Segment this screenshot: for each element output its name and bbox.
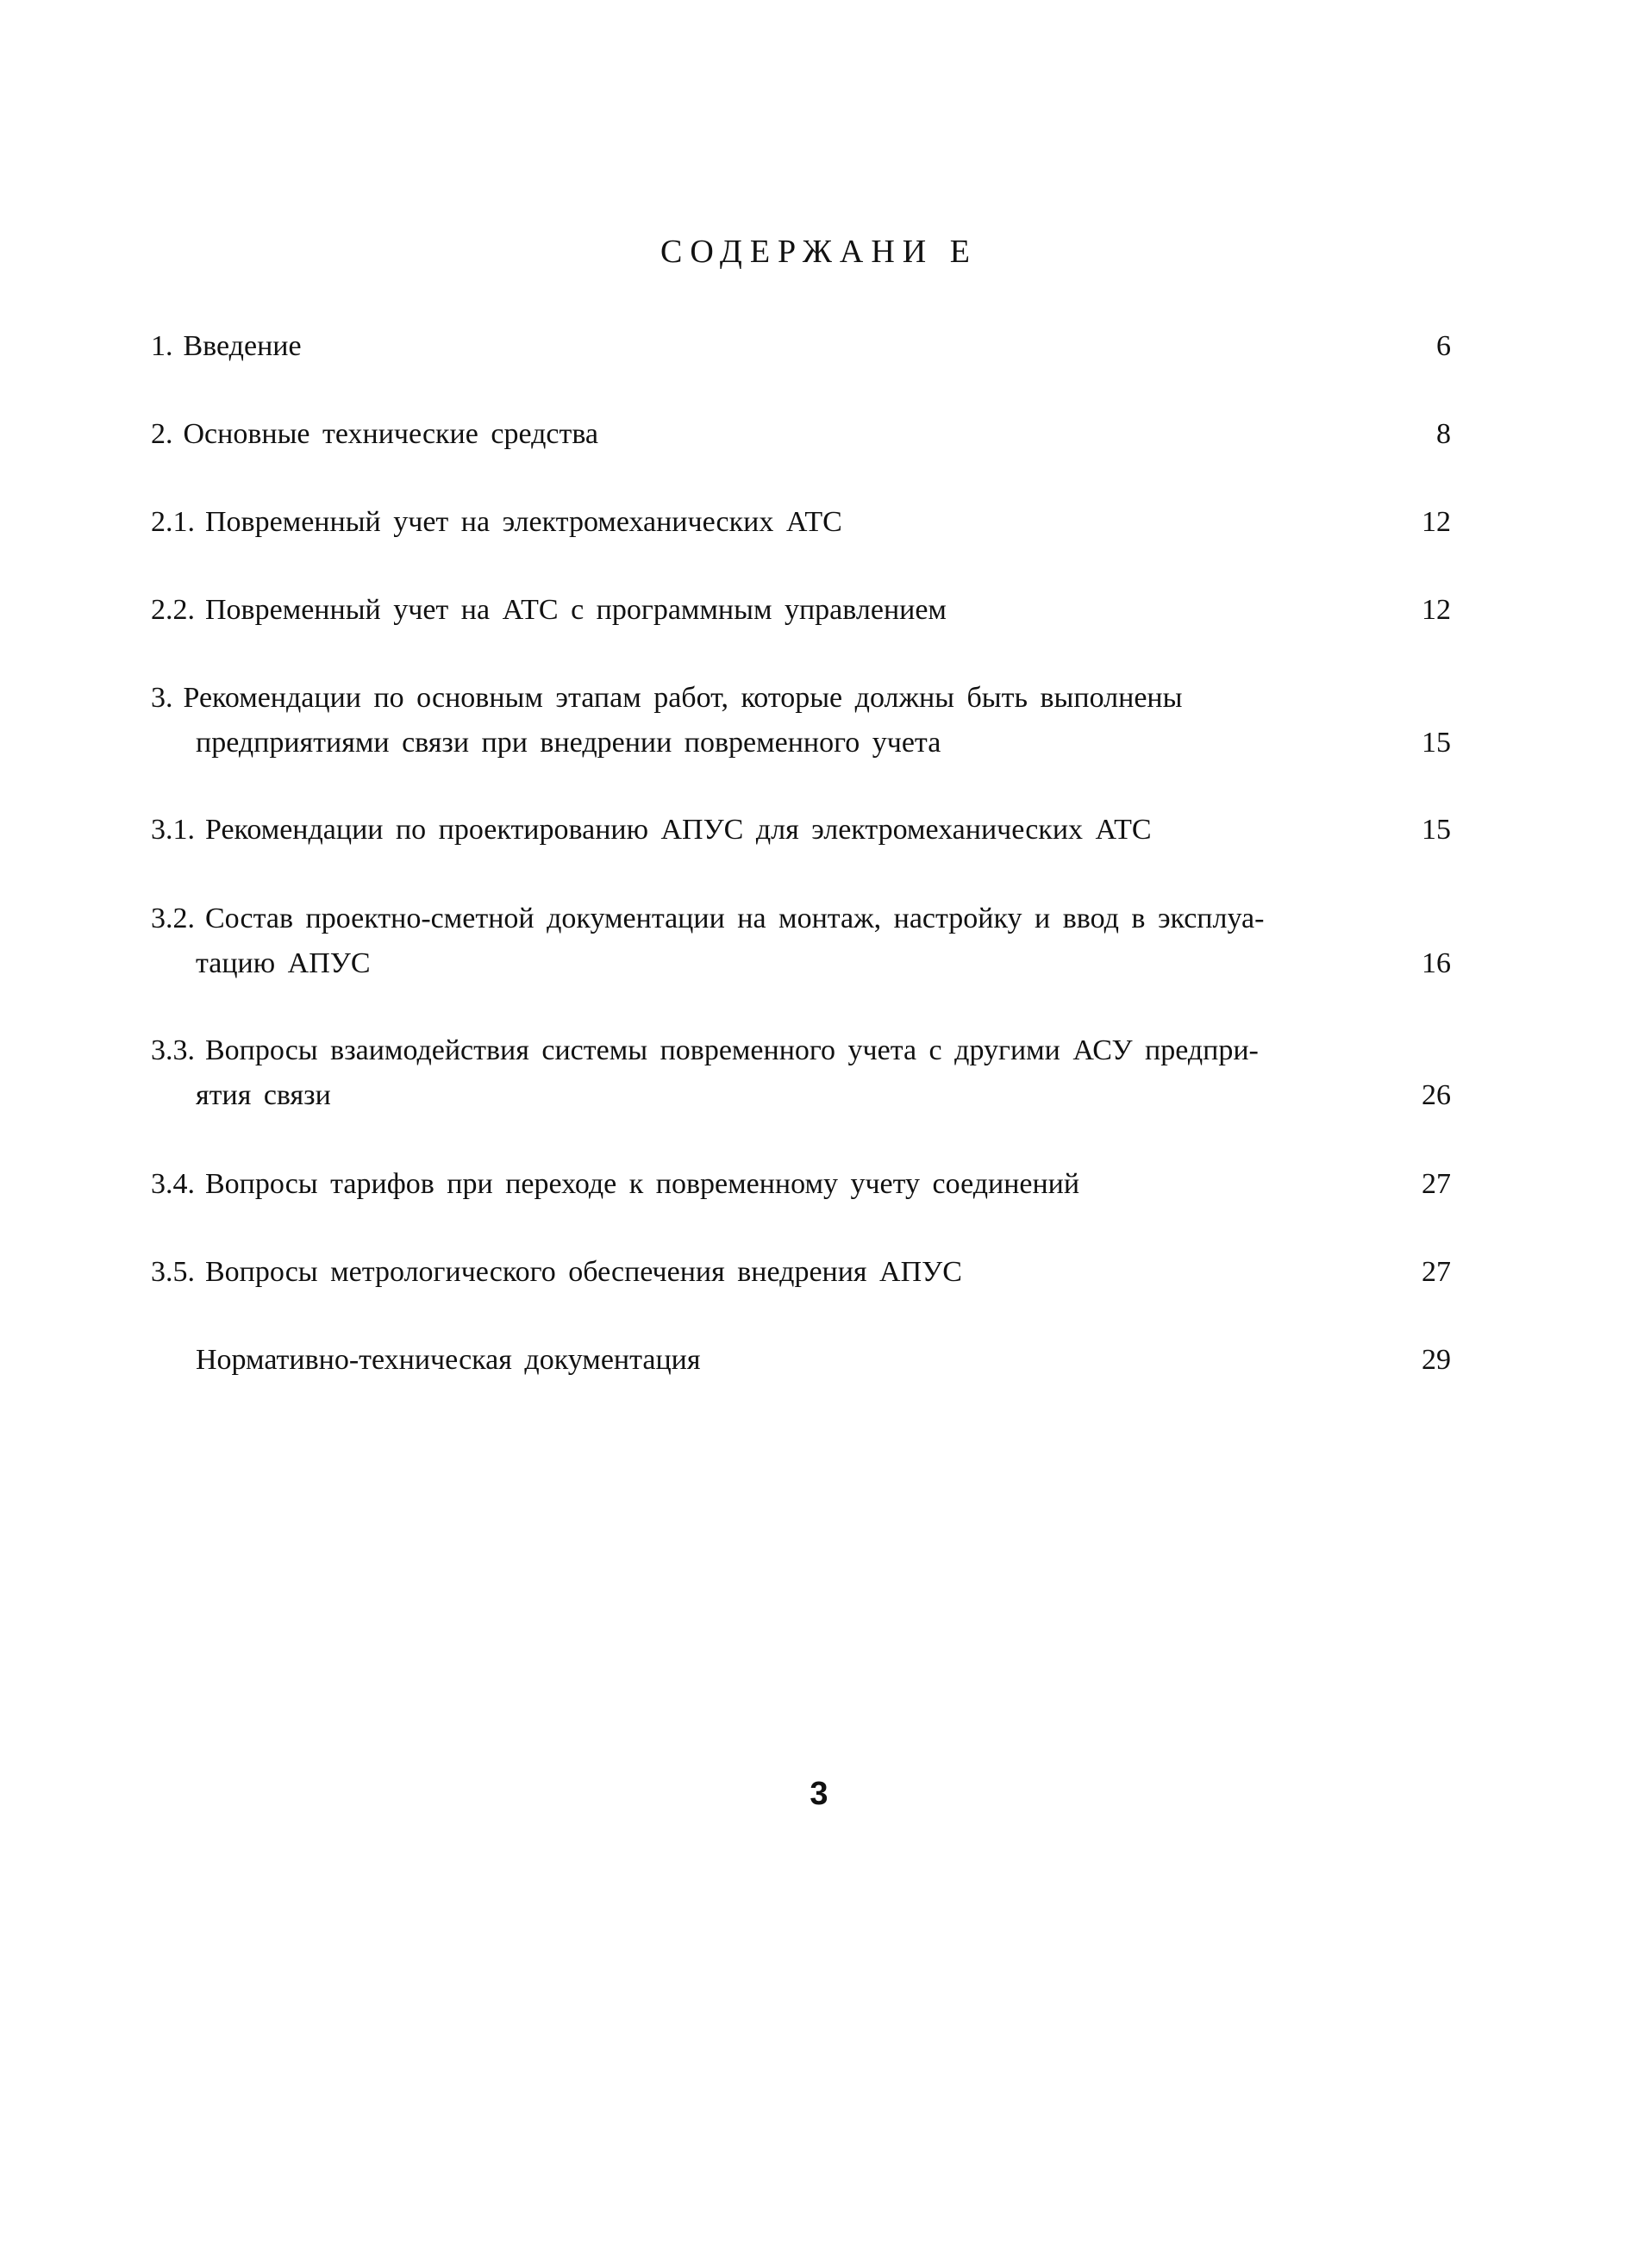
toc-entry-3-4 xyxy=(151,1162,1451,1207)
toc-entry-number: 3.1. xyxy=(151,814,195,846)
toc-entry-3-2 xyxy=(151,897,1451,986)
toc-entry-number: 3.5. xyxy=(151,1256,195,1288)
toc-entry-title: Повременный учет на электромеханических АТС xyxy=(205,506,842,538)
toc-entry-title-line1: Вопросы взаимодействия системы повременного учета с другими АСУ предпри- xyxy=(205,1034,1259,1066)
toc-entry-normative-docs xyxy=(151,1338,1451,1383)
toc-entry-title: Повременный учет на АТС с программным управлением xyxy=(205,594,947,626)
toc-entry-number: 2. xyxy=(151,418,173,450)
toc-entry-page: 26 xyxy=(1422,1079,1451,1111)
toc-entry-title-line1: Рекомендации по основным этапам работ, которые должны быть выполнены xyxy=(183,682,1183,714)
toc-heading: СОДЕРЖАНИ Е xyxy=(660,234,978,270)
toc-entry-page: 16 xyxy=(1422,947,1451,979)
toc-entry-2-1 xyxy=(151,500,1451,545)
toc-entry-3-1 xyxy=(151,808,1451,853)
toc-entry-title-line1: Состав проектно-сметной документации на монтаж, настройку и ввод в эксплуа- xyxy=(205,903,1265,934)
toc-entry-2-2 xyxy=(151,588,1451,633)
toc-entry-title-line2: тацию АПУС xyxy=(196,947,371,979)
toc-entry-number: 2.2. xyxy=(151,594,195,626)
toc-entry-3-5 xyxy=(151,1250,1451,1295)
toc-entry-page: 29 xyxy=(1422,1344,1451,1376)
toc-entry-number: 3.2. xyxy=(151,903,195,934)
toc-entry-2 xyxy=(151,412,1451,457)
toc-entry-3-3 xyxy=(151,1028,1451,1118)
toc-entry-title-line2: предприятиями связи при внедрении повременного учета xyxy=(196,727,941,759)
toc-entry-page: 15 xyxy=(1422,814,1451,846)
toc-entry-title: Вопросы метрологического обеспечения внедрения АПУС xyxy=(205,1256,962,1288)
toc-entry-title: Введение xyxy=(183,330,302,362)
toc-entry-number: 2.1. xyxy=(151,506,195,538)
toc-entry-number: 3. xyxy=(151,682,173,714)
toc-entry-page: 15 xyxy=(1422,727,1451,759)
toc-entry-title: Рекомендации по проектированию АПУС для электромеханических АТС xyxy=(205,814,1152,846)
toc-entry-number: 1. xyxy=(151,330,173,362)
toc-entry-title: Вопросы тарифов при переходе к повременному учету соединений xyxy=(205,1168,1080,1200)
toc-entry-3 xyxy=(151,676,1451,765)
toc-entry-1 xyxy=(151,324,1451,369)
toc-entry-number: 3.3. xyxy=(151,1034,195,1066)
toc-entry-title: Нормативно-техническая документация xyxy=(196,1344,701,1376)
toc-entry-title: Основные технические средства xyxy=(183,418,599,450)
toc-entry-title-line2: ятия связи xyxy=(196,1079,331,1111)
toc-entry-page: 8 xyxy=(1436,418,1451,450)
toc-entry-page: 6 xyxy=(1436,330,1451,362)
toc-entry-page: 12 xyxy=(1422,506,1451,538)
toc-entry-page: 27 xyxy=(1422,1256,1451,1288)
toc-entry-number: 3.4. xyxy=(151,1168,195,1200)
page-number: 3 xyxy=(810,1776,828,1812)
toc-entry-page: 12 xyxy=(1422,594,1451,626)
toc-entry-page: 27 xyxy=(1422,1168,1451,1200)
